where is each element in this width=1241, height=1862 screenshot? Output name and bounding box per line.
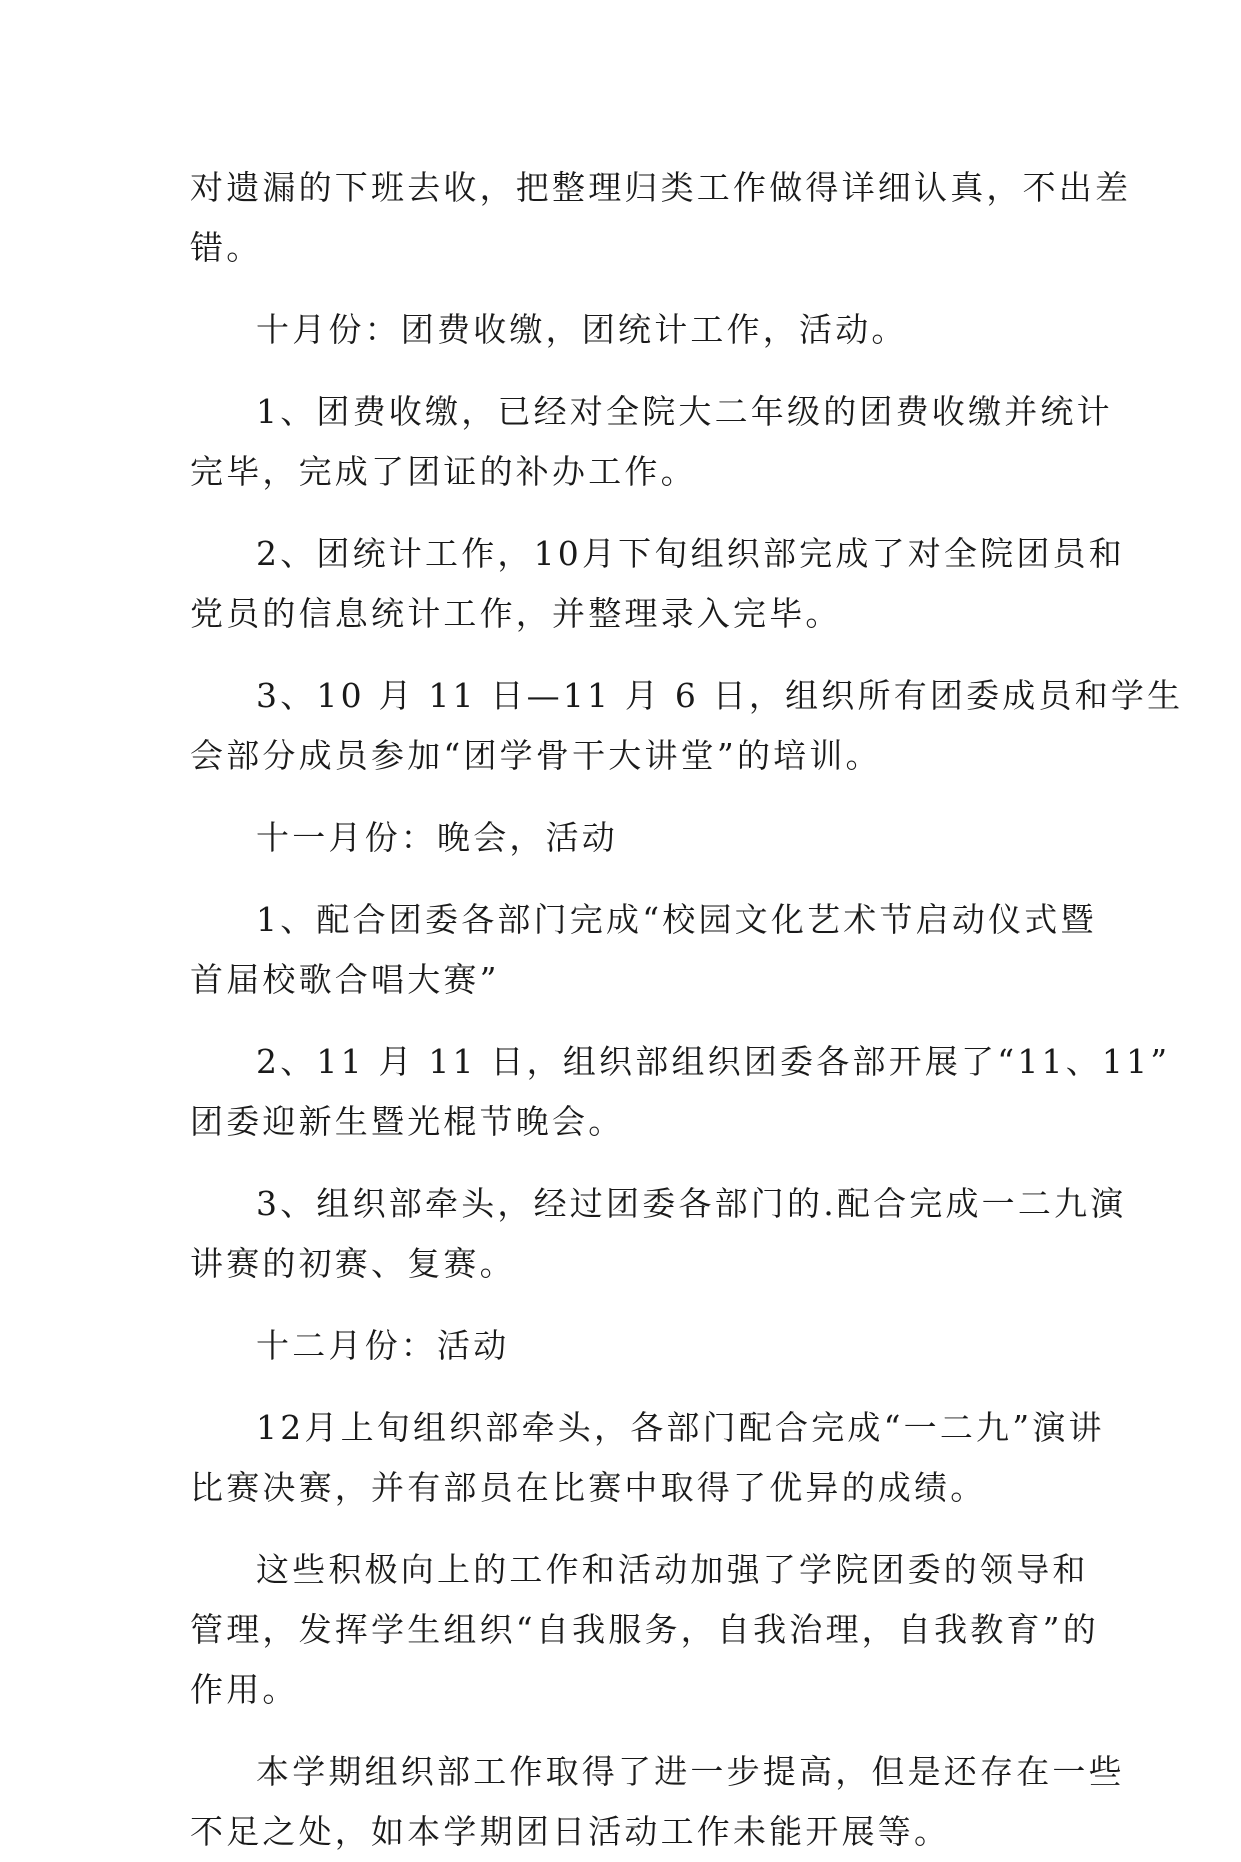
paragraph — [190, 890, 1097, 1010]
text-line: 错。 — [190, 228, 263, 267]
text-line: 2、团统计工作，10月下旬组织部完成了对全院团员和 — [256, 534, 1125, 573]
paragraph — [190, 1032, 1171, 1152]
paragraph — [190, 666, 1184, 786]
paragraph — [190, 1540, 1099, 1720]
section-heading: 十二月份：活动 — [256, 1326, 510, 1365]
text-line: 会部分成员参加“团学骨干大讲堂”的培训。 — [190, 736, 882, 775]
text-line: 3、10 月 11 日—11 月 6 日，组织所有团委成员和学生 — [256, 676, 1184, 715]
text-line: 1、团费收缴，已经对全院大二年级的团费收缴并统计 — [256, 392, 1113, 431]
text-line: 2、11 月 11 日，组织部组织团委各部开展了“11、11” — [256, 1042, 1171, 1081]
paragraph — [190, 1742, 1125, 1862]
text-line: 管理，发挥学生组织“自我服务，自我治理，自我教育”的 — [190, 1610, 1099, 1649]
paragraph — [190, 300, 1050, 360]
document-body — [190, 158, 1184, 1862]
paragraph — [190, 382, 1113, 502]
section-heading: 十月份：团费收缴，团统计工作，活动。 — [256, 310, 908, 349]
text-line: 讲赛的初赛、复赛。 — [190, 1244, 516, 1283]
text-line: 3、组织部牵头，经过团委各部门的.配合完成一二九演 — [256, 1184, 1127, 1223]
paragraph — [190, 158, 1132, 278]
text-line: 12月上旬组织部牵头，各部门配合完成“一二九”演讲 — [256, 1408, 1105, 1447]
paragraph — [190, 1398, 1105, 1518]
text-line: 比赛决赛，并有部员在比赛中取得了优异的成绩。 — [190, 1468, 987, 1507]
text-line: 1、配合团委各部门完成“校园文化艺术节启动仪式暨 — [256, 900, 1097, 939]
text-line: 本学期组织部工作取得了进一步提高，但是还存在一些 — [256, 1752, 1125, 1791]
text-line: 不足之处，如本学期团日活动工作未能开展等。 — [190, 1812, 951, 1851]
text-line: 党员的信息统计工作，并整理录入完毕。 — [190, 594, 842, 633]
text-line: 作用。 — [190, 1670, 299, 1709]
text-line: 首届校歌合唱大赛” — [190, 960, 500, 999]
text-line: 团委迎新生暨光棍节晚会。 — [190, 1102, 625, 1141]
paragraph — [190, 1316, 1050, 1376]
paragraph — [190, 808, 1050, 868]
section-heading: 十一月份：晚会，活动 — [256, 818, 618, 857]
paragraph — [190, 524, 1125, 644]
text-line: 对遗漏的下班去收，把整理归类工作做得详细认真，不出差 — [190, 168, 1132, 207]
text-line: 这些积极向上的工作和活动加强了学院团委的领导和 — [256, 1550, 1089, 1589]
paragraph — [190, 1174, 1127, 1294]
text-line: 完毕，完成了团证的补办工作。 — [190, 452, 697, 491]
